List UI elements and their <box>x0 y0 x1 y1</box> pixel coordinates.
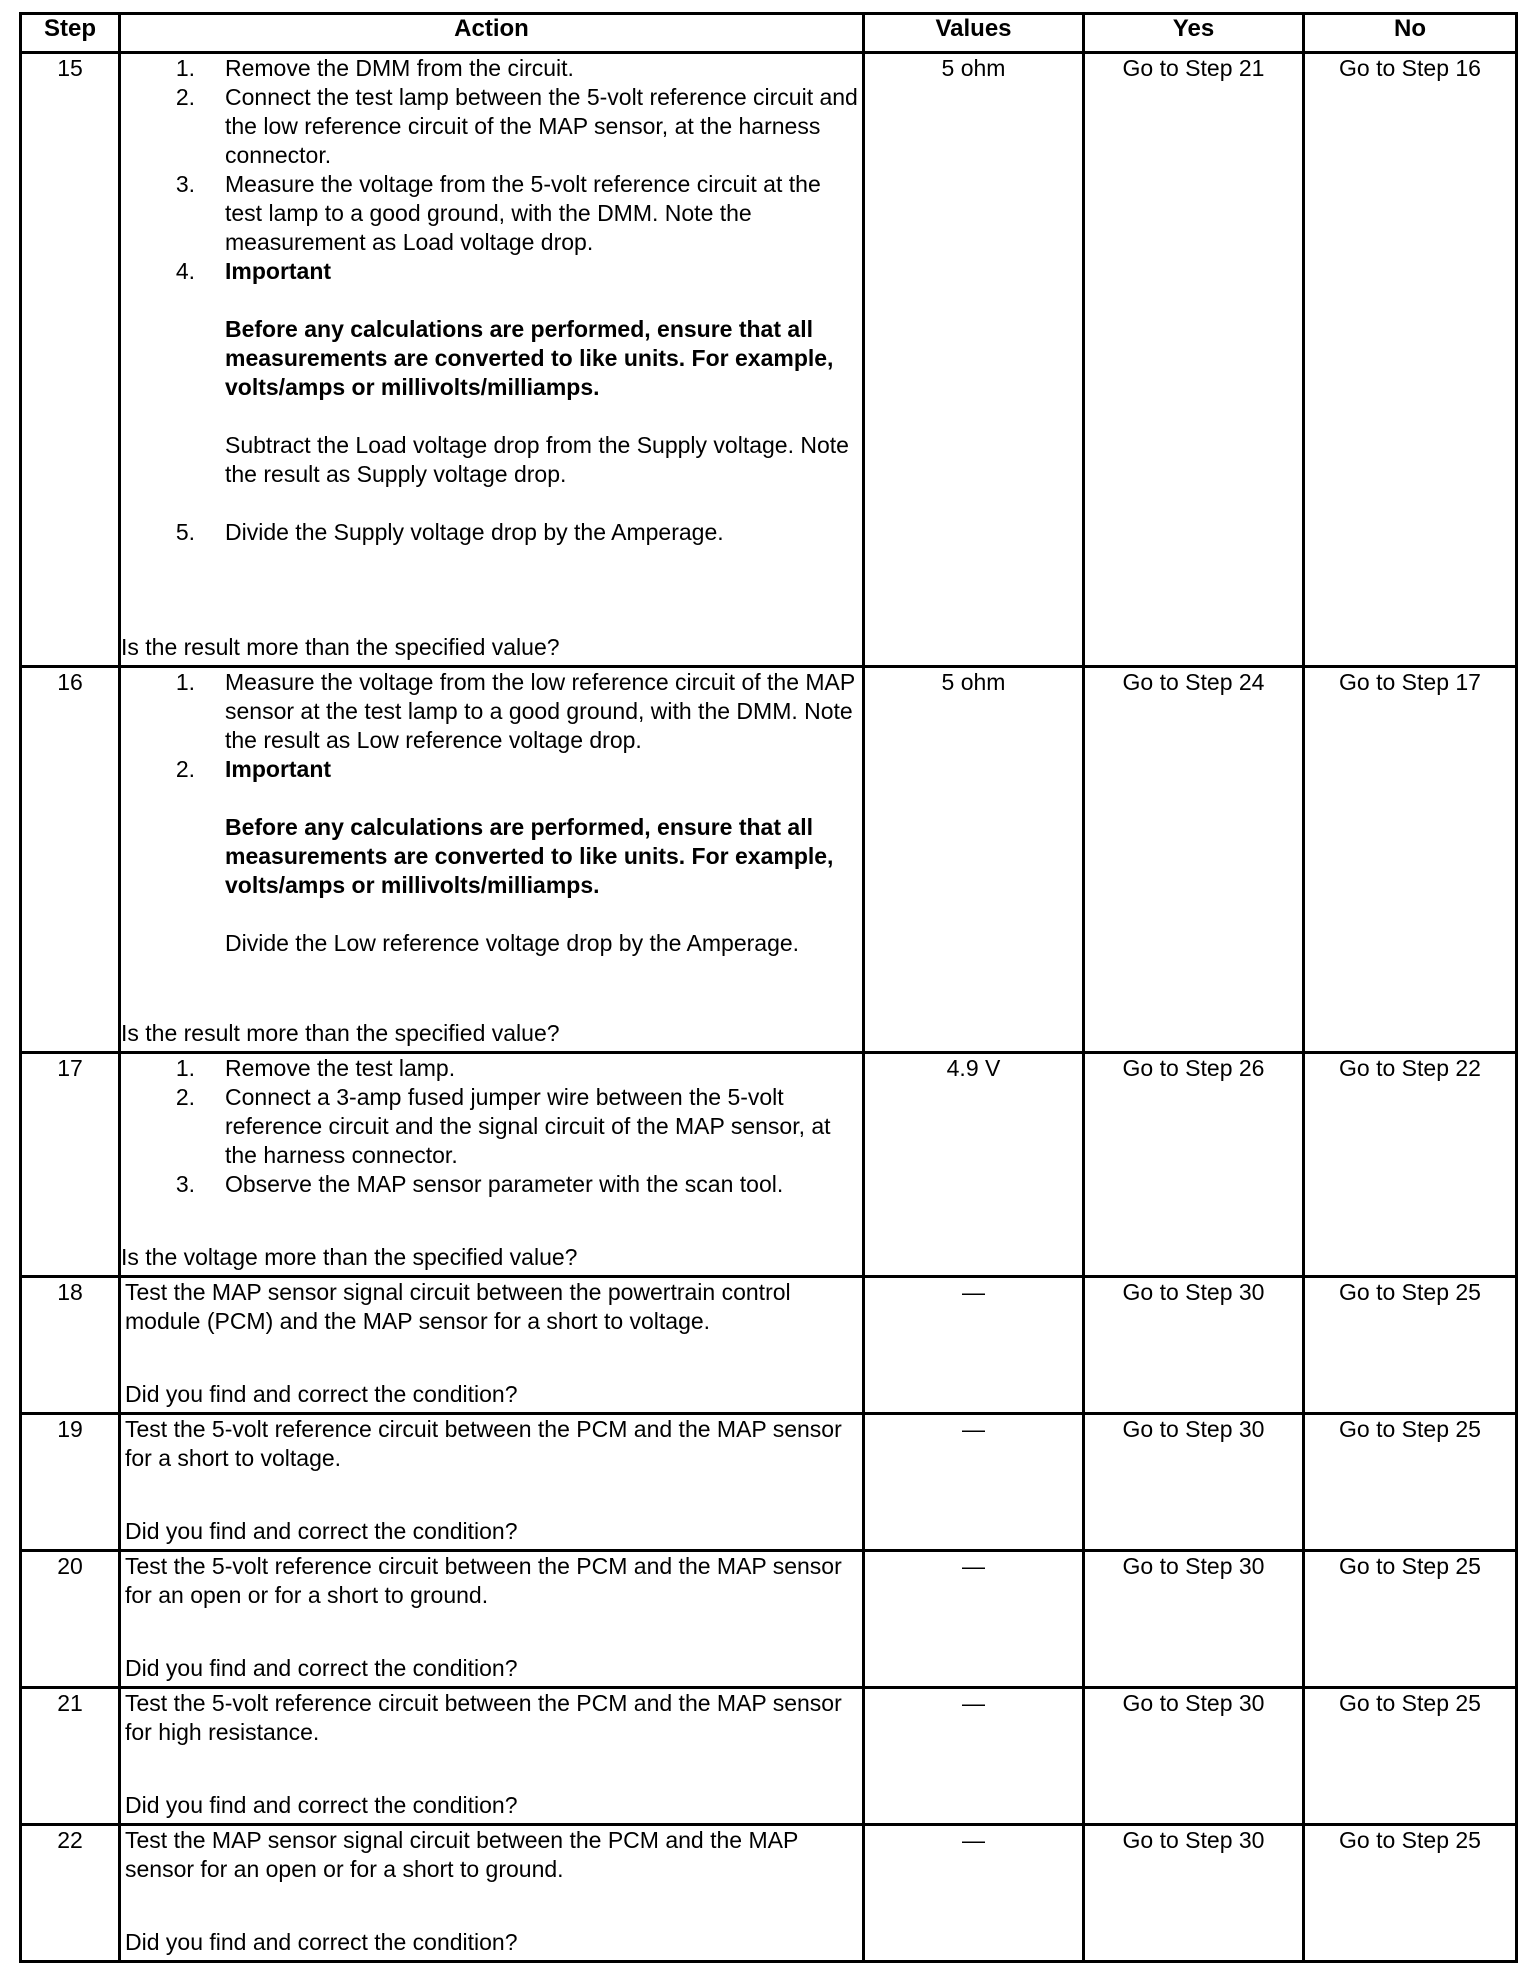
value-cell: — <box>864 1414 1084 1551</box>
no-link[interactable]: Go to Step 22 <box>1304 1053 1517 1277</box>
value-cell: — <box>864 1551 1084 1688</box>
yes-link[interactable]: Go to Step 30 <box>1084 1414 1304 1551</box>
action-text: Test the MAP sensor signal circuit between the powertrain control module (PCM) and the MAP sensor for a short to voltage. <box>125 1279 791 1334</box>
list-item: 1. Remove the test lamp. <box>175 1055 456 1081</box>
no-link[interactable]: Go to Step 16 <box>1304 53 1517 667</box>
question-text: Did you find and correct the condition? <box>125 1518 518 1544</box>
header-action: Action <box>120 14 864 53</box>
no-link[interactable]: Go to Step 25 <box>1304 1825 1517 1962</box>
important-note: Before any calculations are performed, ensure that all measurements are converted to like units. For example, volts/amps or millivolts/milliamps. <box>225 316 834 400</box>
yes-link[interactable]: Go to Step 21 <box>1084 53 1304 667</box>
yes-link[interactable]: Go to Step 24 <box>1084 667 1304 1053</box>
no-link[interactable]: Go to Step 17 <box>1304 667 1517 1053</box>
step-number: 16 <box>21 667 120 1053</box>
note-text: Divide the Low reference voltage drop by the Amperage. <box>225 930 800 956</box>
question-text: Is the voltage more than the specified value? <box>121 1244 578 1270</box>
action-text: Test the 5-volt reference circuit between the PCM and the MAP sensor for an open or for a short to ground. <box>125 1553 842 1608</box>
step-number: 18 <box>21 1277 120 1414</box>
action-text: Test the 5-volt reference circuit between the PCM and the MAP sensor for a short to voltage. <box>125 1416 842 1471</box>
value-cell: 5 ohm <box>864 53 1084 667</box>
header-values: Values <box>864 14 1084 53</box>
yes-link[interactable]: Go to Step 26 <box>1084 1053 1304 1277</box>
yes-link[interactable]: Go to Step 30 <box>1084 1277 1304 1414</box>
action-steps <box>121 518 862 547</box>
step-number: 22 <box>21 1825 120 1962</box>
list-item: 3. Measure the voltage from the 5-volt reference circuit at the test lamp to a good ground, with the DMM. Note the measurement as Load voltage drop. <box>175 171 821 255</box>
question-text: Is the result more than the specified value? <box>121 1020 560 1046</box>
action-text: Test the 5-volt reference circuit between the PCM and the MAP sensor for high resistance. <box>125 1690 842 1745</box>
value-cell: — <box>864 1277 1084 1414</box>
action-cell <box>120 1277 864 1414</box>
question-text: Is the result more than the specified value? <box>121 634 560 660</box>
action-steps <box>121 54 862 286</box>
no-link[interactable]: Go to Step 25 <box>1304 1414 1517 1551</box>
table-row <box>21 1277 1517 1414</box>
list-item: 5. Divide the Supply voltage drop by the Amperage. <box>175 519 724 545</box>
important-note: Before any calculations are performed, ensure that all measurements are converted to like units. For example, volts/amps or millivolts/milliamps. <box>225 814 834 898</box>
header-step: Step <box>21 14 120 53</box>
step-number: 21 <box>21 1688 120 1825</box>
question-text: Did you find and correct the condition? <box>125 1929 518 1955</box>
step-number: 15 <box>21 53 120 667</box>
diagnostic-table <box>19 12 1518 1963</box>
yes-link[interactable]: Go to Step 30 <box>1084 1551 1304 1688</box>
list-item: 1. Measure the voltage from the low reference circuit of the MAP sensor at the test lamp to a good ground, with the DMM. Note the result as Low reference voltage drop. <box>175 669 855 753</box>
table-row <box>21 1414 1517 1551</box>
no-link[interactable]: Go to Step 25 <box>1304 1688 1517 1825</box>
list-item: 2. Connect a 3-amp fused jumper wire between the 5-volt reference circuit and the signal circuit of the MAP sensor, at the harness connector. <box>175 1084 831 1168</box>
step-number: 20 <box>21 1551 120 1688</box>
note-text: Subtract the Load voltage drop from the Supply voltage. Note the result as Supply voltage drop. <box>225 432 849 487</box>
step-number: 17 <box>21 1053 120 1277</box>
action-cell <box>120 667 864 1053</box>
table-row <box>21 667 1517 1053</box>
table-row <box>21 53 1517 667</box>
list-item: 2. Important <box>175 756 332 782</box>
table-row <box>21 1688 1517 1825</box>
list-item: 4. Important <box>175 258 332 284</box>
list-item: 1. Remove the DMM from the circuit. <box>175 55 574 81</box>
table-row <box>21 1825 1517 1962</box>
value-cell: — <box>864 1825 1084 1962</box>
no-link[interactable]: Go to Step 25 <box>1304 1277 1517 1414</box>
action-cell <box>120 53 864 667</box>
value-cell: 4.9 V <box>864 1053 1084 1277</box>
action-cell <box>120 1825 864 1962</box>
header-yes: Yes <box>1084 14 1304 53</box>
yes-link[interactable]: Go to Step 30 <box>1084 1688 1304 1825</box>
list-item: 2. Connect the test lamp between the 5-volt reference circuit and the low reference circuit of the MAP sensor, at the harness connector. <box>175 84 858 168</box>
yes-link[interactable]: Go to Step 30 <box>1084 1825 1304 1962</box>
step-number: 19 <box>21 1414 120 1551</box>
action-cell <box>120 1053 864 1277</box>
question-text: Did you find and correct the condition? <box>125 1381 518 1407</box>
action-steps <box>121 668 862 784</box>
value-cell: 5 ohm <box>864 667 1084 1053</box>
table-row <box>21 1053 1517 1277</box>
header-no: No <box>1304 14 1517 53</box>
table-row <box>21 1551 1517 1688</box>
action-cell <box>120 1688 864 1825</box>
action-cell <box>120 1551 864 1688</box>
question-text: Did you find and correct the condition? <box>125 1792 518 1818</box>
no-link[interactable]: Go to Step 25 <box>1304 1551 1517 1688</box>
header-row <box>21 14 1517 53</box>
action-cell <box>120 1414 864 1551</box>
action-text: Test the MAP sensor signal circuit between the PCM and the MAP sensor for an open or for a short to ground. <box>125 1827 798 1882</box>
question-text: Did you find and correct the condition? <box>125 1655 518 1681</box>
action-steps <box>121 1054 862 1199</box>
list-item: 3. Observe the MAP sensor parameter with the scan tool. <box>175 1171 784 1197</box>
value-cell: — <box>864 1688 1084 1825</box>
